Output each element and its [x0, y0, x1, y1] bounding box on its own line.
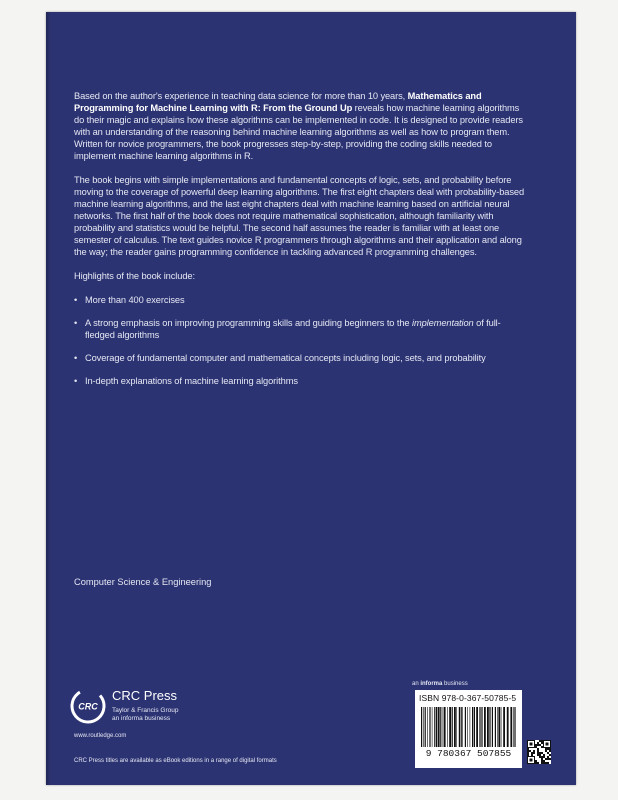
highlight-item [74, 294, 526, 306]
highlight-emphasis: implementation [411, 318, 474, 328]
qr-module [543, 756, 545, 758]
barcode-bar [459, 707, 460, 747]
barcode-bar [510, 707, 512, 747]
publisher-website: www.routledge.com [74, 733, 127, 739]
description-block [74, 90, 526, 398]
intro-rest-text: reveals how machine learning algorithms do their magic and explains how these algorithms can be implemented in code. It is designed to provide readers with an understanding of the reasoning behind machine learning algorithms as well as how to program them. Written for novice programmers, the book progresses step-by-step, providing the coding skills needed to implement machine learning algorithms in R. [74, 103, 523, 161]
qr-module [541, 746, 543, 748]
barcode-bar [484, 707, 486, 747]
barcode-bar [421, 707, 422, 747]
qr-module [535, 744, 537, 746]
bullet-icon: • [74, 295, 78, 305]
bullet-icon: • [74, 376, 78, 386]
description-paragraph-1 [74, 90, 526, 162]
informa-pre: an [412, 681, 421, 687]
highlight-text: of full-fledged algorithms [85, 318, 501, 340]
qr-module [549, 754, 551, 756]
barcode-bar [515, 707, 516, 747]
qr-module [535, 746, 537, 748]
bullet-icon: • [74, 318, 78, 328]
barcode-bar [489, 707, 490, 747]
barcode-bar [425, 707, 426, 747]
barcode-bar [482, 707, 483, 747]
subject-category: Computer Science & Engineering [74, 577, 212, 587]
barcode-bar [479, 707, 480, 747]
barcode-bar [454, 707, 456, 747]
qr-module [545, 750, 547, 752]
barcode-bar [498, 707, 500, 747]
qr-module [547, 752, 549, 754]
crc-logo-icon [70, 688, 106, 724]
barcode-bar [487, 707, 489, 747]
qr-module [541, 752, 543, 754]
informa-tag [412, 681, 468, 687]
barcode-bar [434, 707, 435, 747]
barcode-bar [465, 707, 466, 747]
barcode-bar [440, 707, 441, 747]
qr-module [537, 748, 539, 750]
publisher-group-name: Taylor & Francis Group [112, 707, 179, 714]
informa-post: business [442, 681, 468, 687]
qr-module [535, 762, 537, 764]
qr-module [533, 752, 535, 754]
qr-module [541, 762, 543, 764]
highlight-text: A strong emphasis on improving programming skills and guiding beginners to the [85, 318, 412, 328]
barcode-bar [474, 707, 475, 747]
isbn-label: ISBN 978-0-367-50785-5 [419, 693, 517, 703]
barcode-bar [492, 707, 493, 747]
barcode-bar [427, 707, 428, 747]
barcode-bar [452, 707, 453, 747]
highlight-text: In-depth explanations of machine learning algorithms [85, 376, 298, 386]
barcode-bar [501, 707, 502, 747]
highlight-item [74, 375, 526, 387]
qr-module [549, 758, 551, 760]
qr-module [537, 744, 539, 746]
qr-module [527, 754, 529, 756]
barcode-bar [497, 707, 498, 747]
barcode-digits: 9 780367 507855 [425, 748, 512, 759]
barcode-bar [447, 707, 448, 747]
barcode-bar [467, 707, 468, 747]
crc-logo-text: CRC [78, 701, 98, 712]
qr-module [549, 750, 551, 752]
barcode-bar [429, 707, 430, 747]
informa-brand: informa [420, 681, 443, 687]
qr-module [549, 748, 551, 750]
barcode-bar [503, 707, 505, 747]
barcode-bar [423, 707, 424, 747]
highlights-title: Highlights of the book include: [74, 271, 195, 281]
bullet-icon: • [74, 353, 78, 363]
qr-module [543, 754, 545, 756]
publisher-group [112, 707, 178, 723]
qr-module [537, 752, 539, 754]
qr-finder-core [530, 743, 533, 746]
qr-code-icon [527, 740, 551, 764]
highlight-item [74, 317, 526, 341]
publisher-business-line: an informa business [112, 715, 171, 722]
barcode-bar [449, 707, 451, 747]
barcode-bar [495, 707, 496, 747]
highlight-text: More than 400 exercises [85, 295, 185, 305]
barcode-bar [438, 707, 440, 747]
qr-module [547, 756, 549, 758]
qr-module [541, 756, 543, 758]
barcode-bar [456, 707, 457, 747]
qr-module [541, 758, 543, 760]
qr-module [529, 750, 531, 752]
highlight-text: Coverage of fundamental computer and mathematical concepts including logic, sets, and probability [85, 353, 486, 363]
barcode-bar [513, 707, 514, 747]
ebook-note: CRC Press titles are available as eBook editions in a range of digital formats [74, 758, 277, 764]
barcode-bar [461, 707, 462, 747]
barcode-panel [415, 690, 522, 768]
qr-module [543, 760, 545, 762]
qr-module [535, 760, 537, 762]
qr-module [537, 750, 539, 752]
highlights-list [74, 294, 526, 387]
barcode-bar [462, 707, 463, 747]
barcode-bar [480, 707, 481, 747]
barcode-bar [432, 707, 433, 747]
publisher-name: CRC Press [112, 688, 178, 703]
qr-module [537, 754, 539, 756]
qr-module [531, 752, 533, 754]
qr-module [533, 750, 535, 752]
qr-finder-core [546, 743, 549, 746]
qr-module [539, 754, 541, 756]
qr-module [539, 740, 541, 742]
qr-module [531, 754, 533, 756]
book-title-bold: Mathematics and Programming for Machine Learning with R: From the Ground Up [74, 91, 482, 113]
qr-module [547, 748, 549, 750]
qr-module [541, 760, 543, 762]
spine-shadow [46, 12, 51, 785]
qr-module [541, 740, 543, 742]
qr-module [539, 752, 541, 754]
barcode-bar [470, 707, 471, 747]
barcode-bar [507, 707, 509, 747]
qr-module [537, 742, 539, 744]
intro-text: Based on the author's experience in teaching data science for more than 10 years, [74, 91, 408, 101]
barcode-icon [421, 707, 516, 747]
qr-module [541, 742, 543, 744]
qr-module [547, 762, 549, 764]
barcode-bar [444, 707, 446, 747]
highlight-item [74, 352, 526, 364]
qr-module [543, 762, 545, 764]
qr-module [547, 758, 549, 760]
qr-module [539, 756, 541, 758]
barcode-bar [476, 707, 478, 747]
qr-module [527, 750, 529, 752]
qr-module [537, 762, 539, 764]
barcode-bar [443, 707, 444, 747]
qr-module [545, 748, 547, 750]
barcode-bar [472, 707, 473, 747]
qr-module [527, 748, 529, 750]
qr-module [539, 744, 541, 746]
qr-finder-core [530, 759, 533, 762]
qr-module [545, 758, 547, 760]
barcode-bar [436, 707, 437, 747]
qr-module [527, 752, 529, 754]
qr-module [545, 762, 547, 764]
description-paragraph-2: The book begins with simple implementations and fundamental concepts of logic, sets, and probability before moving to the coverage of powerful deep learning algorithms. The first eight chapters deal with probability-based machine learning algorithms, and the last eight chapters deal with machine learning based on artificial neural networks. The first half of the book does not require mathematical sophistication, although familiarity with probability and statistics would be helpful. The second half assumes the reader is familiar with at least one semester of calculus. The text guides novice R programmers through algorithms and their application and along the way; the reader gains programming confidence in tackling advanced R programming challenges. [74, 175, 525, 257]
